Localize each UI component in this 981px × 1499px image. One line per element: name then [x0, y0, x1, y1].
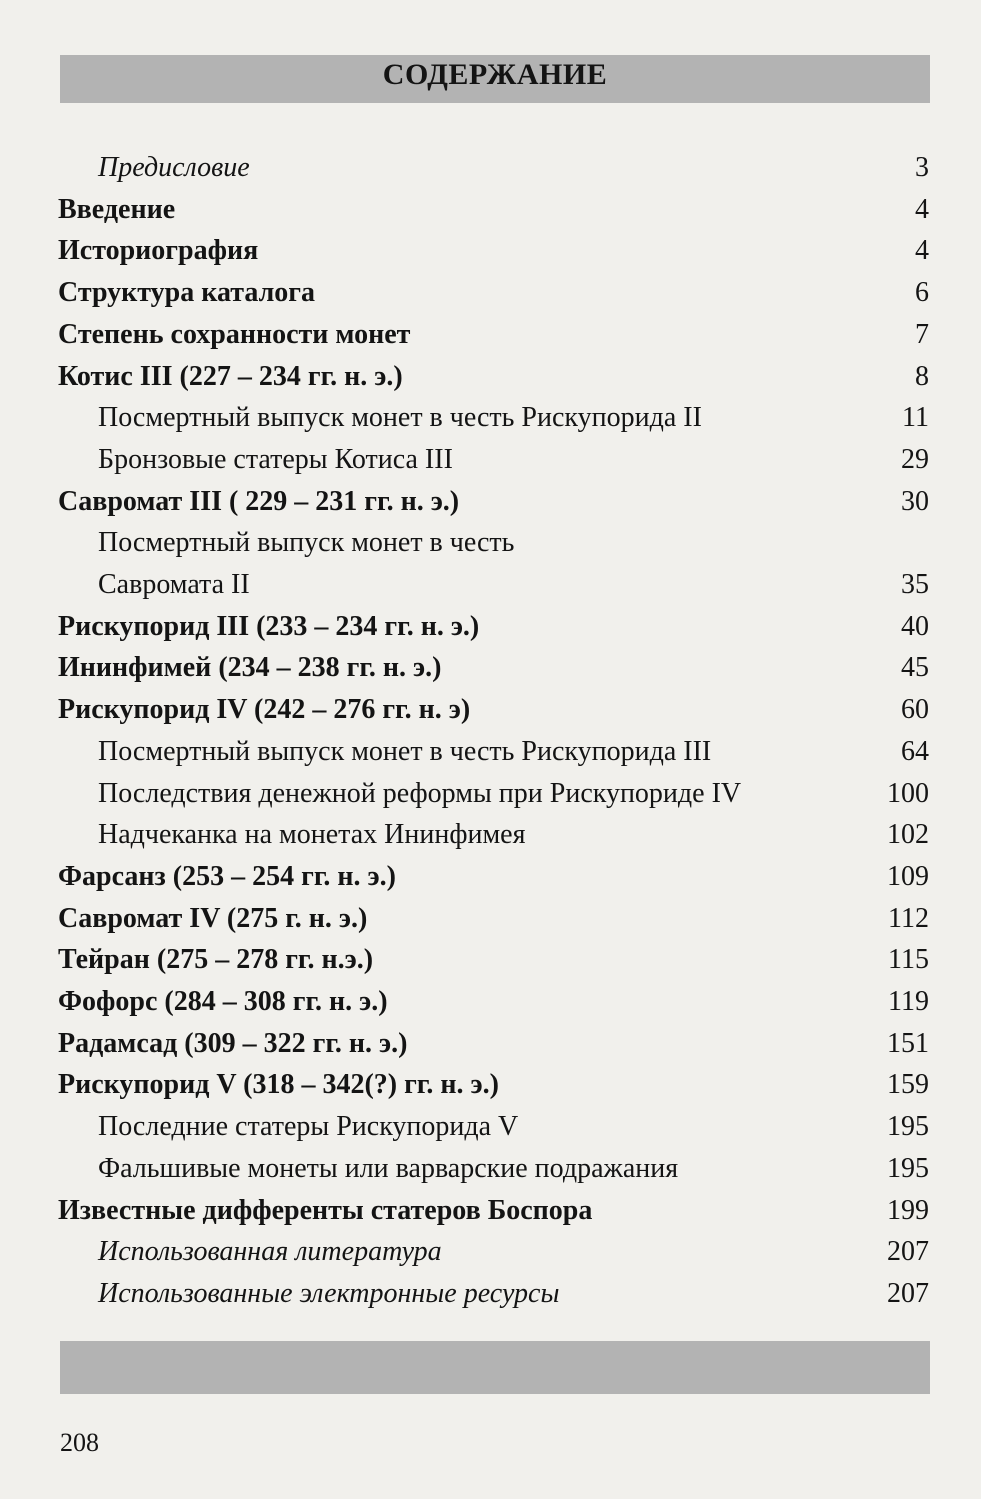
toc-entry — [0, 440, 981, 480]
toc-entry-title: Фарсанз (253 – 254 гг. н. э.) — [58, 861, 396, 892]
toc-entry-page: 195 — [887, 1111, 929, 1142]
toc-entry — [0, 482, 981, 522]
toc-entry-title: Ининфимей (234 – 238 гг. н. э.) — [58, 652, 442, 683]
toc-entry — [0, 648, 981, 688]
toc-entry-page: 6 — [915, 277, 929, 308]
toc-entry — [0, 523, 981, 563]
toc-entry-page: 115 — [888, 944, 929, 975]
toc-entry-page: 30 — [901, 486, 929, 517]
toc-entry-title: Историография — [58, 235, 259, 266]
toc-entry-page: 199 — [887, 1195, 929, 1226]
toc-entry-page: 195 — [887, 1153, 929, 1184]
toc-entry-page: 151 — [887, 1028, 929, 1059]
toc-entry-title: Последние статеры Рискупорида V — [98, 1111, 519, 1142]
toc-entry — [0, 1191, 981, 1231]
toc-entry-page: 11 — [902, 402, 929, 433]
toc-entry — [0, 982, 981, 1022]
toc-entry-title: Посмертный выпуск монет в честь Рискупорида III — [98, 736, 712, 767]
toc-entry-title: Фальшивые монеты или варварские подражания — [98, 1153, 679, 1184]
toc-entry-title: Рискупорид IV (242 – 276 гг. н. э) — [58, 694, 471, 725]
toc-entry — [0, 1232, 981, 1272]
toc-entry — [0, 815, 981, 855]
toc-entry — [0, 190, 981, 230]
toc-entry-title: Посмертный выпуск монет в честь Рискупорида II — [98, 402, 702, 433]
toc-entry-page: 159 — [887, 1069, 929, 1100]
toc-entry-page: 45 — [901, 652, 929, 683]
toc-entry-title: Фофорс (284 – 308 гг. н. э.) — [58, 986, 388, 1017]
toc-entry-title: Использованная литература — [98, 1236, 442, 1267]
toc-entry-title: Введение — [58, 194, 176, 225]
toc-entry-title: Савромата II — [98, 569, 250, 600]
toc-entry-title: Надчеканка на монетах Ининфимея — [98, 819, 526, 850]
page-title: СОДЕРЖАНИЕ — [382, 58, 608, 91]
toc-entry-title: Радамсад (309 – 322 гг. н. э.) — [58, 1028, 408, 1059]
toc-entry — [0, 1107, 981, 1147]
toc-entry — [0, 940, 981, 980]
toc-entry — [0, 774, 981, 814]
toc-entry — [0, 732, 981, 772]
toc-entry-page: 4 — [915, 235, 929, 266]
toc-entry-page: 35 — [901, 569, 929, 600]
toc-entry-page: 119 — [888, 986, 929, 1017]
toc-entry — [0, 273, 981, 313]
toc-entry — [0, 315, 981, 355]
toc-entry-title: Предисловие — [98, 152, 250, 183]
toc-entry-page: 40 — [901, 611, 929, 642]
toc-entry — [0, 357, 981, 397]
toc-entry-title: Савромат IV (275 г. н. э.) — [58, 903, 368, 934]
toc-entry-page: 112 — [888, 903, 929, 934]
toc-entry-page: 102 — [887, 819, 929, 850]
toc-entry — [0, 1149, 981, 1189]
toc-entry — [0, 690, 981, 730]
toc-entry-title: Степень сохранности монет — [58, 319, 411, 350]
toc-entry-title: Бронзовые статеры Котиса III — [98, 444, 453, 475]
toc-entry-page: 7 — [915, 319, 929, 350]
toc-entry-page: 207 — [887, 1236, 929, 1267]
footer-bar — [60, 1341, 930, 1394]
toc-entry — [0, 1024, 981, 1064]
toc-entry-page: 64 — [901, 736, 929, 767]
toc-entry-page: 29 — [901, 444, 929, 475]
toc-entry — [0, 148, 981, 188]
toc-entry-page: 60 — [901, 694, 929, 725]
toc-entry — [0, 231, 981, 271]
toc-entry — [0, 1065, 981, 1105]
toc-entry-title: Савромат III ( 229 – 231 гг. н. э.) — [58, 486, 460, 517]
toc-entry-title: Рискупорид III (233 – 234 гг. н. э.) — [58, 611, 480, 642]
toc-entry-page: 8 — [915, 361, 929, 392]
toc-entry — [0, 899, 981, 939]
toc-entry-page: 109 — [887, 861, 929, 892]
toc-entry-page: 207 — [887, 1278, 929, 1309]
toc-entry — [0, 857, 981, 897]
toc-entry-title: Рискупорид V (318 – 342(?) гг. н. э.) — [58, 1069, 499, 1100]
toc-entry — [0, 607, 981, 647]
toc-entry-title: Структура каталога — [58, 277, 315, 308]
toc-entry-page: 100 — [887, 778, 929, 809]
page-number: 208 — [60, 1428, 99, 1457]
toc-entry — [0, 398, 981, 438]
toc-entry-title: Последствия денежной реформы при Рискупориде IV — [98, 778, 742, 809]
toc-entry-page: 3 — [915, 152, 929, 183]
toc-entry — [0, 565, 981, 605]
toc-entry-title: Посмертный выпуск монет в честь — [98, 527, 515, 558]
toc-entry-page: 4 — [915, 194, 929, 225]
toc-entry — [0, 1274, 981, 1314]
toc-entry-title: Тейран (275 – 278 гг. н.э.) — [58, 944, 374, 975]
toc-entry-title: Использованные электронные ресурсы — [98, 1278, 560, 1309]
toc-entry-title: Котис III (227 – 234 гг. н. э.) — [58, 361, 403, 392]
toc-entry-title: Известные дифференты статеров Боспора — [58, 1195, 593, 1226]
